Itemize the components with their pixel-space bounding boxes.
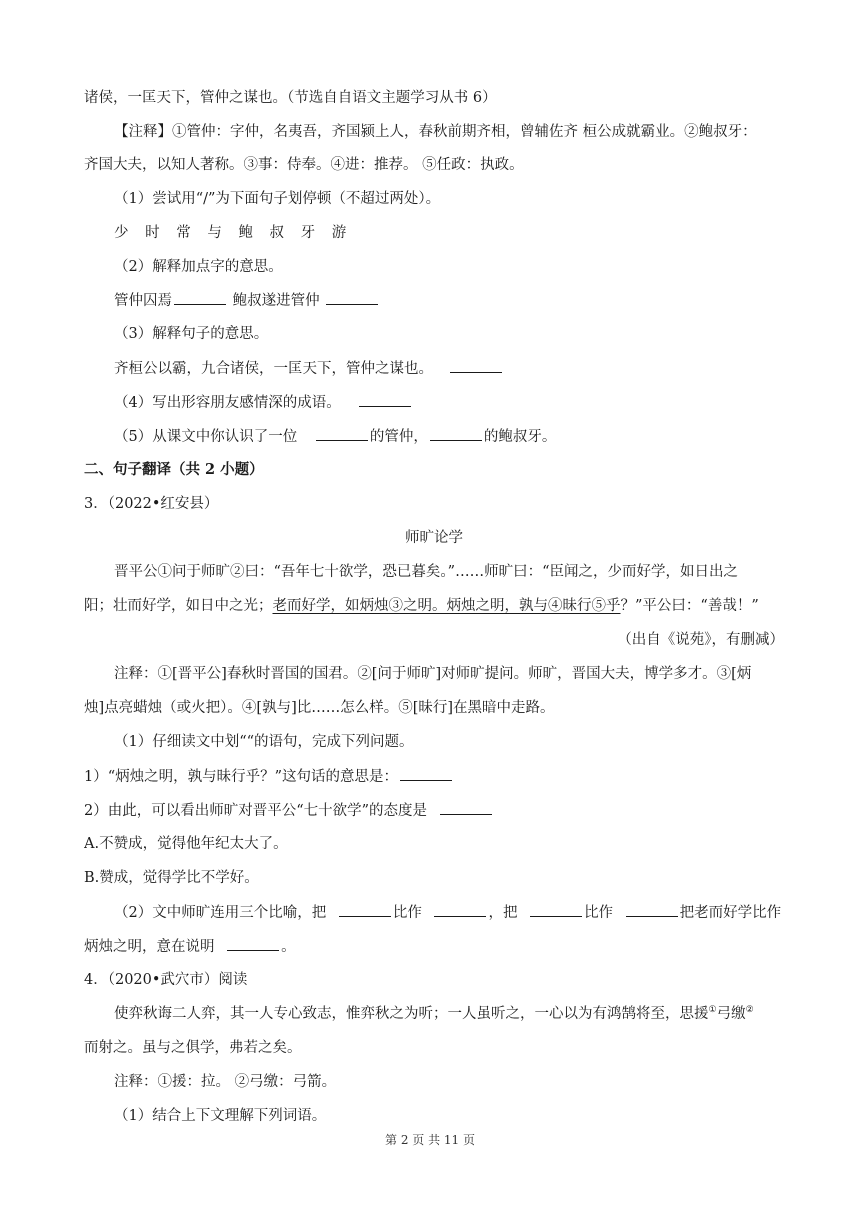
q2-sub3-text: （3）解释句子的意 (114, 326, 240, 342)
answer-blank[interactable] (359, 392, 411, 407)
answer-blank[interactable] (430, 426, 482, 441)
q3-sub1: （1）仔细读文中划““的语句，完成下列问题。 (114, 734, 414, 750)
q3-passage-line1: 晋平公①问于师旷②曰：“吾年七十欲学，恐已暮矣。”……师旷曰：“臣闻之，少而好学，如日出之 (114, 564, 738, 580)
q2-sub5-text: （5）从课文中你认识了一位 (114, 429, 298, 445)
q3-passage-title: 师旷论学 (405, 530, 463, 546)
item-a-dotted-char: 焉 (157, 293, 172, 309)
q2-sub4-text: （4）写出形容朋友感情深的成语。 (114, 395, 341, 411)
sentence-text: 齐桓公以霸，九合诸侯，一匡天下，管仲之谋也。 (114, 361, 433, 377)
q3-sub1-2 (84, 800, 784, 821)
q3-sub2-line2-period: 。 (281, 939, 296, 955)
q3-sub2-text: 比作 (392, 905, 422, 921)
answer-blank[interactable] (440, 800, 492, 815)
item-b-text-post: 进管仲 (276, 293, 320, 309)
q3-sub2-line2-text: 炳烛之明，意在说明 (84, 939, 215, 955)
q4-passage-text: 使弈秋诲二人弈，其一人专心致志，惟弈秋之为听；一人虽听之，一心以为有鸿鹄将至，思援 (114, 1006, 709, 1022)
q3-passage-line2 (84, 596, 784, 616)
q3-sub2-text: （2）文中师旷连用三个比喻，把 (114, 905, 327, 921)
q3-sub1-1-text: 1）“炳烛之明，孰与昧行乎？”这句话的意思是： (84, 769, 399, 785)
q3-sub2-text: 把老而好学比作 (679, 905, 782, 921)
q3-sub2-text: ，把 (488, 905, 518, 921)
q4-label: 4．（2020•武穴市）阅读 (84, 972, 248, 988)
answer-blank[interactable] (174, 290, 226, 305)
footnote-marker: ② (745, 1005, 754, 1016)
sentence-char: 常 (176, 225, 197, 241)
answer-blank[interactable] (227, 936, 279, 951)
q3-sub2-text: 比作 (584, 905, 614, 921)
q3-sub1-2-text: 2）由此，可以看出师旷对晋平公“七十欲学”的态度是 (84, 803, 428, 819)
answer-blank[interactable] (400, 766, 452, 781)
answer-blank[interactable] (530, 902, 582, 917)
passage-notes-line1: 【注释】①管仲：字仲，名夷吾，齐国颍上人，春秋前期齐相，曾辅佐齐 桓公成就霸业。②鲍叔牙： (114, 124, 757, 140)
passage-text: 阳；壮而好学，如日中之光； (84, 598, 273, 614)
q2-sub3-period: 。 (253, 326, 269, 342)
passage-notes-line2: 齐国大夫，以知人著称。③事：侍奉。④进：推荐。 ⑤任政：执政。 (84, 157, 524, 173)
page-footer: 第 2 页 共 11 页 (385, 1133, 475, 1147)
sentence-char: 时 (145, 225, 166, 241)
q2-sentence (114, 223, 784, 243)
q3-source: （出自《说苑》，有删减） (617, 632, 784, 648)
answer-blank[interactable] (434, 902, 486, 917)
item-a-text: 管仲囚 (114, 293, 158, 309)
q4-passage-line1 (114, 1004, 784, 1024)
answer-blank[interactable] (450, 358, 502, 373)
q2-sub4 (114, 392, 784, 413)
q4-notes: 注释：①援：拉。 ②弓缴：弓箭。 (114, 1074, 337, 1090)
q3-option-b[interactable]: B.赞成，觉得学比不学好。 (84, 870, 259, 886)
sentence-char: 叔 (269, 225, 291, 241)
q3-sub1-1 (84, 766, 784, 787)
q2-sub3-sentence (114, 358, 784, 379)
q3-option-a[interactable]: A.不赞成，觉得他年纪太大了。 (84, 836, 288, 852)
q2-sub5 (114, 426, 784, 447)
q2-sub5-post: 的鲍叔牙。 (483, 429, 557, 445)
q2-sub2-items (114, 290, 784, 311)
item-b-dotted-char: 遂 (261, 293, 277, 309)
q3-notes-line1: 注释：①[晋平公]春秋时晋国的国君。②[问于师旷]对师旷提问。师旷，晋国大夫，博学多才。③[炳 (114, 666, 752, 682)
sentence-char: 鲍 (238, 225, 259, 241)
sentence-char: 与 (207, 225, 228, 241)
item-b-text: 鲍叔 (232, 293, 262, 309)
answer-blank[interactable] (316, 426, 368, 441)
sentence-char: 游 (331, 225, 353, 241)
q4-sub1: （1）结合上下文理解下列词语。 (114, 1108, 327, 1124)
passage-tail: 诸侯，一匡天下，管仲之谋也。（节选自自语文主题学习从书 6） (84, 90, 497, 106)
q4-passage-text: 弓缴 (716, 1006, 746, 1022)
passage-text-post: ？”平公曰：“善哉！” (620, 598, 759, 614)
q3-label: 3．（2022•红安县） (84, 496, 219, 512)
q3-sub2-line2 (84, 936, 784, 957)
q2-sub3 (114, 324, 784, 344)
q2-sub2: （2）解释加点字的意思。 (114, 259, 283, 275)
q3-sub2 (114, 902, 784, 923)
q2-sub1: （1）尝试用“/”为下面句子划停顿（不超过两处）。 (114, 191, 441, 207)
underlined-sentence: 老而好学，如炳烛③之明。炳烛之明，孰与④昧行⑤乎 (272, 598, 621, 614)
sentence-char: 少 (114, 225, 135, 241)
section-heading: 二、句子翻译（共 2 小题） (84, 461, 264, 478)
q2-sub5-mid: 的管仲， (369, 429, 428, 445)
q4-passage-line2: 而射之。虽与之俱学，弗若之矣。 (84, 1040, 302, 1056)
q3-notes-line2: 烛]点亮蜡烛（或火把）。④[孰与]比……怎么样。⑤[昧行]在黑暗中走路。 (84, 700, 555, 716)
answer-blank[interactable] (326, 290, 378, 305)
sentence-char: 牙 (300, 225, 322, 241)
footnote-marker: ① (708, 1005, 717, 1016)
answer-blank[interactable] (626, 902, 678, 917)
answer-blank[interactable] (339, 902, 391, 917)
q2-sub3-dotted-char: 思 (239, 326, 254, 342)
